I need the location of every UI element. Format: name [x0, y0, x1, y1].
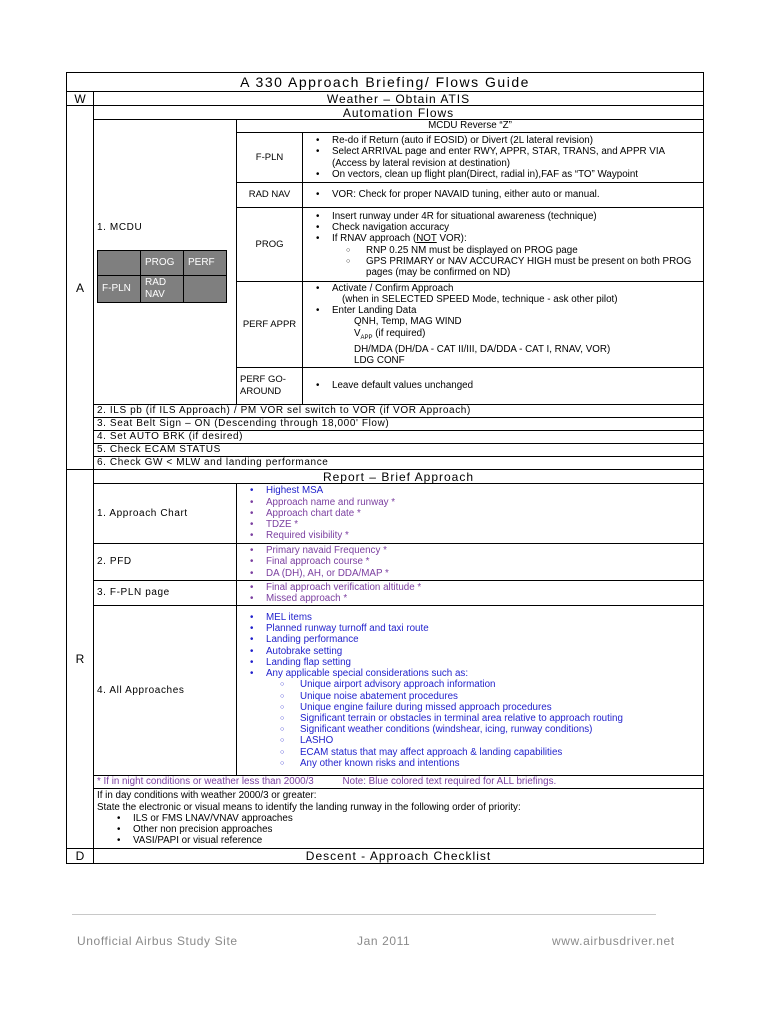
pfd-label: 2. PFD	[94, 544, 237, 581]
sub-list-item: ○ Significant terrain or obstacles in terminal area relative to approach routing	[280, 713, 700, 724]
list-item: • Approach name and runway *	[250, 497, 700, 508]
list-item: • Landing performance	[250, 634, 700, 645]
perf-appr-content	[303, 282, 704, 368]
mini-mcdu-prog-key: PROG	[141, 250, 184, 275]
list-item: • ILS or FMS LNAV/VNAV approaches	[117, 813, 700, 824]
rnav-text-post: VOR):	[436, 233, 467, 245]
night-conditions-note	[94, 776, 704, 789]
list-item: • Landing flap setting	[250, 657, 700, 668]
step-seat-belt: 3. Seat Belt Sign – ON (Descending through 18,000' Flow)	[94, 418, 704, 431]
briefing-table	[66, 72, 704, 864]
footer-divider	[72, 914, 656, 915]
sub-list-item: ○ Unique engine failure during missed approach procedures	[280, 702, 700, 713]
automation-flows-header: Automation Flows	[94, 106, 704, 120]
list-item: • Re-do if Return (auto if EOSID) or Divert (2L lateral revision)	[316, 135, 700, 146]
landing-data-line: QNH, Temp, MAG WIND	[354, 316, 462, 328]
all-approaches-content	[237, 606, 704, 776]
list-item: • Enter Landing Data	[316, 305, 700, 316]
list-item: • MEL items	[250, 612, 700, 623]
sub-list-item: ○ Significant weather conditions (windshear, icing, runway conditions)	[280, 724, 700, 735]
day-conditions-instruction: State the electronic or visual means to identify the landing runway in the following order of priority:	[97, 801, 521, 813]
radnav-content	[303, 183, 704, 208]
list-item: • Final approach course *	[250, 556, 700, 567]
section-letter-a: A	[67, 106, 94, 470]
list-item: • Leave default values unchanged	[316, 380, 700, 391]
prog-label: PROG	[237, 208, 303, 282]
day-conditions-line: If in day conditions with weather 2000/3 or greater:	[97, 790, 317, 802]
fpln-content	[303, 133, 704, 183]
blue-text-note: Note: Blue colored text required for ALL briefings.	[342, 776, 557, 787]
sub-list-item: ○ LASHO	[280, 735, 700, 746]
perf-appr-label: PERF APPR	[237, 282, 303, 368]
sub-list-item: ○ Unique airport advisory approach information	[280, 679, 700, 690]
list-item	[316, 233, 700, 244]
list-item: • Any applicable special considerations such as:	[250, 668, 700, 679]
list-item: • Missed approach *	[250, 593, 700, 604]
briefing-document	[66, 72, 703, 864]
list-item: • Final approach verification altitude *	[250, 582, 700, 593]
list-item: • VOR: Check for proper NAVAID tuning, either auto or manual.	[316, 189, 700, 200]
footer-site-name: Unofficial Airbus Study Site	[77, 934, 238, 948]
mcdu-reverse-header: MCDU Reverse “Z”	[237, 120, 704, 133]
day-conditions-block	[94, 789, 704, 849]
sub-list-item: ○ RNP 0.25 NM must be displayed on PROG page	[346, 245, 700, 256]
step-ils-pb: 2. ILS pb (if ILS Approach) / PM VOR sel switch to VOR (if VOR Approach)	[94, 405, 704, 418]
step-ecam-status: 5. Check ECAM STATUS	[94, 444, 704, 457]
perf-ga-label: PERF GO-AROUND	[237, 368, 303, 405]
night-note-left: * If in night conditions or weather less than 2000/3	[97, 776, 314, 787]
footer-date: Jan 2011	[357, 934, 411, 948]
perf-ga-content	[303, 368, 704, 405]
mini-mcdu-blank-key	[98, 250, 141, 275]
landing-data-vapp	[306, 328, 700, 344]
step-auto-brk: 4. Set AUTO BRK (if desired)	[94, 431, 704, 444]
list-item: • Check navigation accuracy	[316, 222, 700, 233]
fpln-label: F-PLN	[237, 133, 303, 183]
list-item: • On vectors, clean up flight plan(Direct, radial in),FAF as “TO” Waypoint	[316, 169, 700, 180]
list-item: • VASI/PAPI or visual reference	[117, 835, 700, 846]
sub-list-item: ○ ECAM status that may affect approach & landing capabilities	[280, 747, 700, 758]
sub-list-item: ○ Unique noise abatement procedures	[280, 691, 700, 702]
perf-appr-note: (when in SELECTED SPEED Mode, technique - ask other pilot)	[342, 294, 618, 306]
rnav-text-pre: If RNAV approach (	[332, 233, 417, 245]
vapp-note: (if required)	[375, 327, 426, 339]
mini-mcdu-radnav-key: RAD NAV	[141, 275, 184, 302]
list-item: • Select ARRIVAL page and enter RWY, APPR, STAR, TRANS, and APPR VIA (Access by lateral revision at destination)	[316, 146, 700, 168]
vapp-v: V	[354, 327, 361, 339]
sub-list-item: ○ GPS PRIMARY or NAV ACCURACY HIGH must be present on both PROG pages (may be confirmed on ND)	[346, 256, 700, 278]
document-title: A 330 Approach Briefing/ Flows Guide	[67, 73, 704, 92]
list-item: • Required visibility *	[250, 530, 700, 541]
descent-checklist-header: Descent - Approach Checklist	[94, 849, 704, 864]
step-gw-mlw: 6. Check GW < MLW and landing performance	[94, 457, 704, 470]
list-item: • DA (DH), AH, or DDA/MAP *	[250, 568, 700, 579]
pfd-content	[237, 544, 704, 581]
fpln-page-label: 3. F-PLN page	[94, 581, 237, 606]
list-item: • Other non precision approaches	[117, 824, 700, 835]
mini-mcdu-perf-key: PERF	[184, 250, 227, 275]
weather-header: Weather – Obtain ATIS	[94, 92, 704, 106]
prog-content	[303, 208, 704, 282]
rnav-text-not: NOT	[416, 233, 437, 245]
landing-data-line: DH/MDA (DH/DA - CAT II/III, DA/DDA - CAT I, RNAV, VOR)	[354, 343, 611, 355]
approach-chart-content	[237, 484, 704, 544]
mcdu-cell	[94, 120, 237, 405]
mcdu-label: 1. MCDU	[97, 221, 143, 233]
mini-mcdu-fpln-key: F-PLN	[98, 275, 141, 302]
landing-data-line: LDG CONF	[354, 354, 405, 366]
list-item: • Insert runway under 4R for situational awareness (technique)	[316, 211, 700, 222]
radnav-label: RAD NAV	[237, 183, 303, 208]
list-item: • Approach chart date *	[250, 508, 700, 519]
fpln-page-content	[237, 581, 704, 606]
list-item: • Autobrake setting	[250, 646, 700, 657]
section-letter-d: D	[67, 849, 94, 864]
list-item: • Planned runway turnoff and taxi route	[250, 623, 700, 634]
approach-chart-label: 1. Approach Chart	[94, 484, 237, 544]
all-approaches-label: 4. All Approaches	[94, 606, 237, 776]
mini-mcdu-diagram	[97, 250, 227, 303]
list-item: • TDZE *	[250, 519, 700, 530]
vapp-subscript: APP	[360, 334, 373, 341]
report-brief-header: Report – Brief Approach	[94, 470, 704, 484]
list-item: • Primary navaid Frequency *	[250, 545, 700, 556]
footer-url: www.airbusdriver.net	[552, 934, 675, 948]
list-item: • Activate / Confirm Approach	[316, 283, 700, 294]
section-letter-w: W	[67, 92, 94, 106]
sub-list-item: ○ Any other known risks and intentions	[280, 758, 700, 769]
mini-mcdu-blank-key-2	[184, 275, 227, 302]
list-item: • Highest MSA	[250, 485, 700, 496]
section-letter-r: R	[67, 470, 94, 849]
